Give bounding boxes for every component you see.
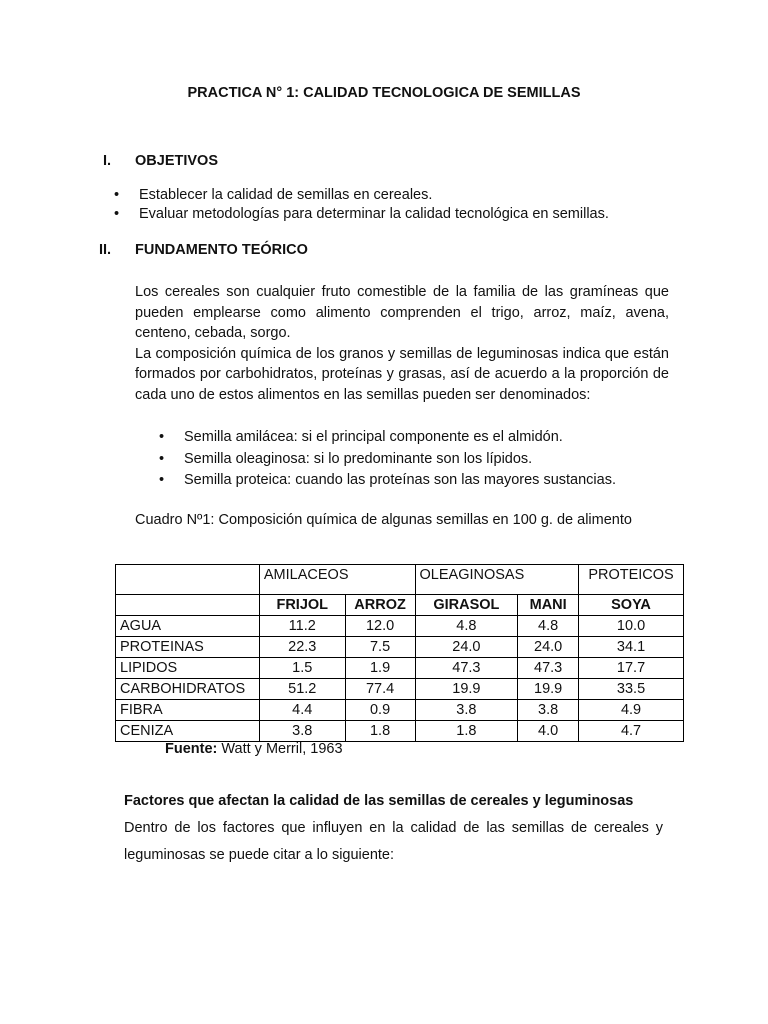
table-cell: 1.5 (259, 658, 345, 679)
table-cell: 4.0 (518, 721, 579, 742)
table-cell: 3.8 (518, 700, 579, 721)
group-header-amilaceos: AMILACEOS (259, 565, 415, 595)
factors-heading: Factores que afectan la calidad de las semillas de cereales y leguminosas (124, 793, 634, 809)
list-item: • Evaluar metodologías para determinar la calidad tecnológica en semillas. (114, 205, 714, 224)
column-header-frijol: FRIJOL (259, 595, 345, 616)
column-header-soya: SOYA (579, 595, 684, 616)
section-1-number: I. (103, 153, 112, 169)
table-cell: 33.5 (579, 679, 684, 700)
table-cell: 1.9 (345, 658, 415, 679)
table-source (165, 741, 343, 757)
table-cell: 3.8 (415, 700, 518, 721)
group-header-oleaginosas: OLEAGINOSAS (415, 565, 579, 595)
table-cell: 1.8 (345, 721, 415, 742)
table-cell: 4.8 (415, 616, 518, 637)
source-label: Fuente: (165, 741, 218, 757)
source-text: Watt y Merril, 1963 (217, 741, 343, 757)
theory-paragraph-2: La composición química de los granos y semillas de leguminosas indica que están formados por carbohidratos, proteínas y grasas, así de acuerdo a la proporción de cada uno de estos alimentos en las semillas pueden ser denominados: (135, 345, 669, 403)
column-header-girasol: GIRASOL (415, 595, 518, 616)
page-title: PRACTICA N° 1: CALIDAD TECNOLOGICA DE SEMILLAS (187, 85, 581, 101)
list-item: • Establecer la calidad de semillas en cereales. (114, 186, 714, 205)
list-item: • Semilla amilácea: si el principal componente es el almidón. (159, 427, 679, 449)
theory-paragraph-1: Los cereales son cualquier fruto comestible de la familia de las gramíneas que pueden emplearse como alimento comprenden el trigo, arroz, maíz, avena, centeno, cebada, sorgo. (135, 284, 669, 341)
row-label: CARBOHIDRATOS (116, 679, 260, 700)
table-cell: 4.8 (518, 616, 579, 637)
column-header-mani: MANI (518, 595, 579, 616)
table-row (116, 616, 684, 637)
section-2-number: II. (99, 242, 112, 258)
table-cell: 4.7 (579, 721, 684, 742)
list-item: • Semilla oleaginosa: si lo predominante son los lípidos. (159, 449, 679, 471)
theory-text (135, 282, 669, 405)
table-cell: 17.7 (579, 658, 684, 679)
table-cell: 51.2 (259, 679, 345, 700)
table-cell: 47.3 (415, 658, 518, 679)
section-1-title: OBJETIVOS (135, 153, 218, 169)
table-corner-cell (116, 565, 260, 595)
composition-table (115, 564, 684, 742)
seed-types-list (159, 427, 679, 492)
row-label: FIBRA (116, 700, 260, 721)
table-cell: 12.0 (345, 616, 415, 637)
row-label: PROTEINAS (116, 637, 260, 658)
table-cell: 47.3 (518, 658, 579, 679)
table-cell: 19.9 (518, 679, 579, 700)
section-2-title: FUNDAMENTO TEÓRICO (135, 242, 308, 258)
table-cell: 24.0 (518, 637, 579, 658)
row-label: LIPIDOS (116, 658, 260, 679)
table-cell: 22.3 (259, 637, 345, 658)
row-label: AGUA (116, 616, 260, 637)
objectives-list (114, 186, 714, 224)
table-cell: 19.9 (415, 679, 518, 700)
table-cell: 3.8 (259, 721, 345, 742)
table-row (116, 700, 684, 721)
table-cell: 4.9 (579, 700, 684, 721)
table-cell: 11.2 (259, 616, 345, 637)
factors-text: Dentro de los factores que influyen en la calidad de las semillas de cereales y leguminosas se puede citar a lo siguiente: (124, 820, 663, 863)
table-group-header-row (116, 565, 684, 595)
column-header-arroz: ARROZ (345, 595, 415, 616)
row-label: CENIZA (116, 721, 260, 742)
table-row (116, 658, 684, 679)
table-empty-cell (116, 595, 260, 616)
table-column-header-row (116, 595, 684, 616)
table-row (116, 721, 684, 742)
table-cell: 7.5 (345, 637, 415, 658)
table-cell: 1.8 (415, 721, 518, 742)
table-row (116, 637, 684, 658)
table-cell: 10.0 (579, 616, 684, 637)
table-cell: 24.0 (415, 637, 518, 658)
table-row (116, 679, 684, 700)
table-cell: 77.4 (345, 679, 415, 700)
table-cell: 4.4 (259, 700, 345, 721)
table-cell: 0.9 (345, 700, 415, 721)
table-caption: Cuadro Nº1: Composición química de algunas semillas en 100 g. de alimento (135, 512, 632, 528)
table-cell: 34.1 (579, 637, 684, 658)
group-header-proteicos: PROTEICOS (579, 565, 684, 595)
list-item: • Semilla proteica: cuando las proteínas son las mayores sustancias. (159, 470, 679, 492)
